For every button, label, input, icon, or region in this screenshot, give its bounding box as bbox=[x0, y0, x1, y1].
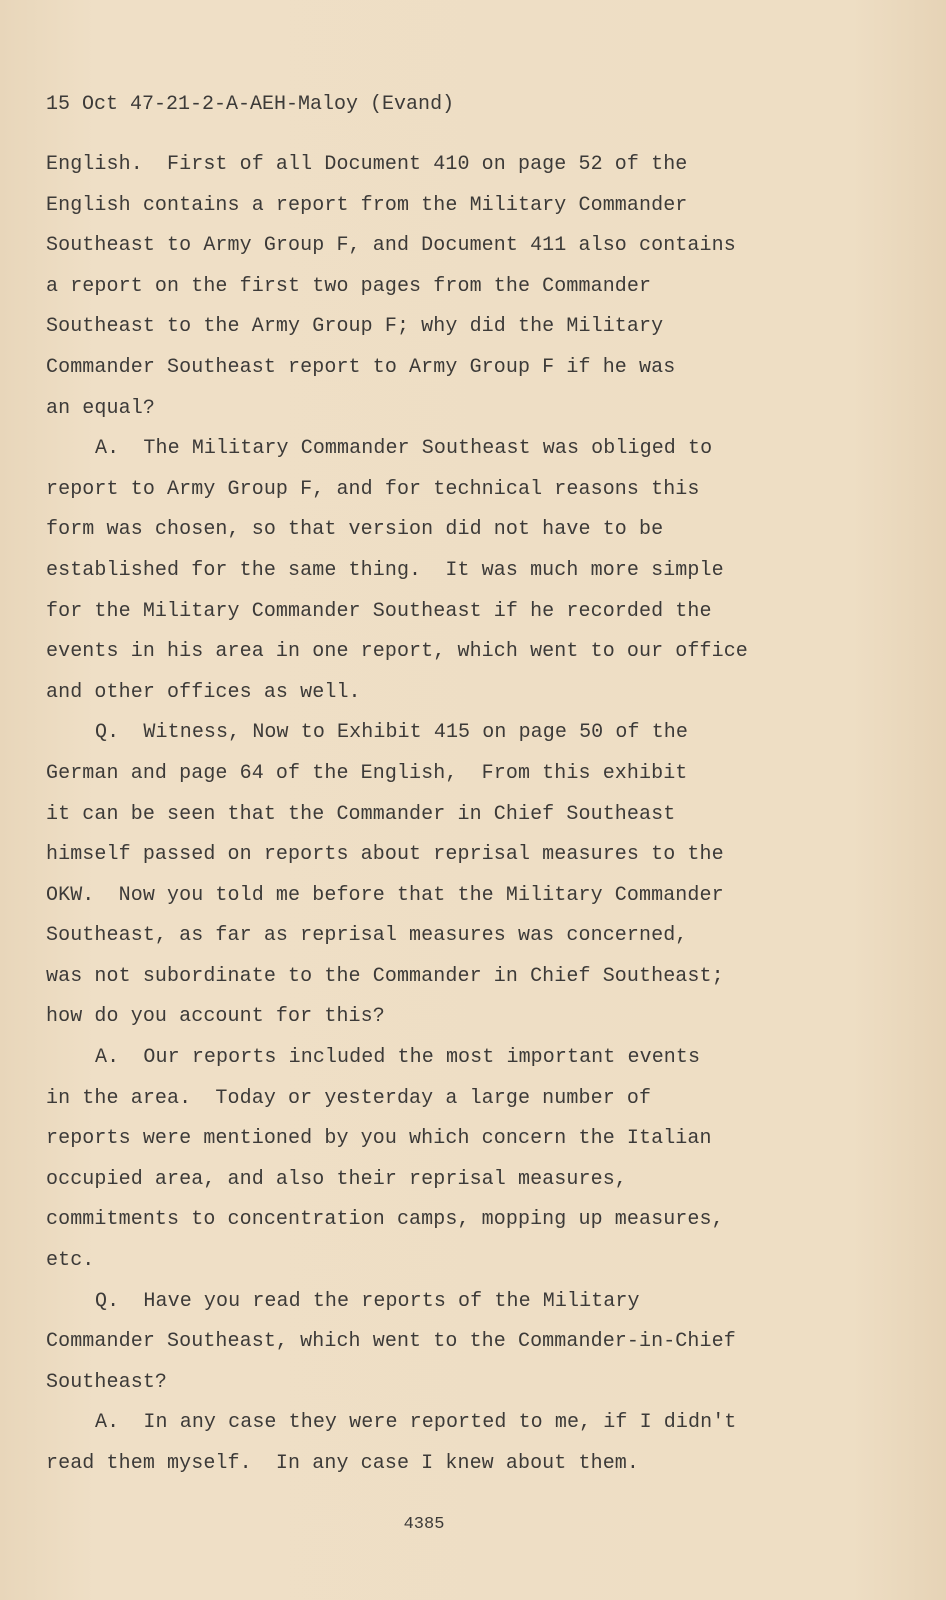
text-line: for the Military Commander Southeast if he recorded the bbox=[46, 599, 712, 623]
text-line: etc. bbox=[46, 1249, 95, 1273]
text-line: in the area. Today or yesterday a large number of bbox=[46, 1086, 652, 1110]
text-line: A. In any case they were reported to me, if I didn't bbox=[95, 1411, 737, 1435]
text-line: it can be seen that the Commander in Chief Southeast bbox=[46, 802, 676, 826]
text-line: English contains a report from the Military Commander bbox=[46, 193, 688, 217]
text-line: read them myself. In any case I knew about them. bbox=[46, 1452, 639, 1475]
text-line: and other offices as well. bbox=[46, 680, 361, 704]
text-line: commitments to concentration camps, mopping up measures, bbox=[46, 1208, 724, 1232]
text-line: Southeast, as far as reprisal measures was concerned, bbox=[46, 924, 688, 948]
text-line: occupied area, and also their reprisal measures, bbox=[46, 1167, 627, 1191]
text-line: form was chosen, so that version did not have to be bbox=[46, 518, 664, 542]
text-line: Southeast? bbox=[46, 1370, 168, 1394]
text-line: Commander Southeast, which went to the Commander-in-Chief bbox=[46, 1330, 736, 1354]
text-line: was not subordinate to the Commander in Chief Southeast; bbox=[46, 964, 724, 988]
document-body bbox=[46, 145, 748, 1485]
page-number: 4385 bbox=[403, 1515, 445, 1534]
document-header: 15 Oct 47-21-2-A-AEH-Maloy (Evand) bbox=[46, 93, 455, 116]
text-line: Southeast to Army Group F, and Document 411 also contains bbox=[46, 234, 736, 258]
text-line: Commander Southeast report to Army Group F if he was bbox=[46, 355, 676, 379]
text-line: Q. Have you read the reports of the Military bbox=[95, 1289, 640, 1313]
text-line: Q. Witness, Now to Exhibit 415 on page 50 of the bbox=[95, 721, 688, 745]
text-line: OKW. Now you told me before that the Military Commander bbox=[46, 883, 724, 907]
page-number-container bbox=[0, 1515, 946, 1534]
text-line: A. Our reports included the most important events bbox=[95, 1046, 701, 1070]
text-line: established for the same thing. It was much more simple bbox=[46, 558, 724, 582]
text-line: Southeast to the Army Group F; why did the Military bbox=[46, 315, 664, 339]
text-line: English. First of all Document 410 on page 52 of the bbox=[46, 153, 688, 176]
text-line: a report on the first two pages from the Commander bbox=[46, 274, 652, 298]
text-line: events in his area in one report, which went to our office bbox=[46, 640, 748, 664]
text-line: report to Army Group F, and for technical reasons this bbox=[46, 477, 700, 501]
text-line: himself passed on reports about reprisal measures to the bbox=[46, 843, 724, 867]
text-line: an equal? bbox=[46, 396, 155, 420]
text-line: how do you account for this? bbox=[46, 1005, 385, 1029]
text-line: German and page 64 of the English, From this exhibit bbox=[46, 761, 688, 785]
text-line: A. The Military Commander Southeast was obliged to bbox=[95, 437, 713, 461]
text-line: reports were mentioned by you which concern the Italian bbox=[46, 1127, 712, 1151]
